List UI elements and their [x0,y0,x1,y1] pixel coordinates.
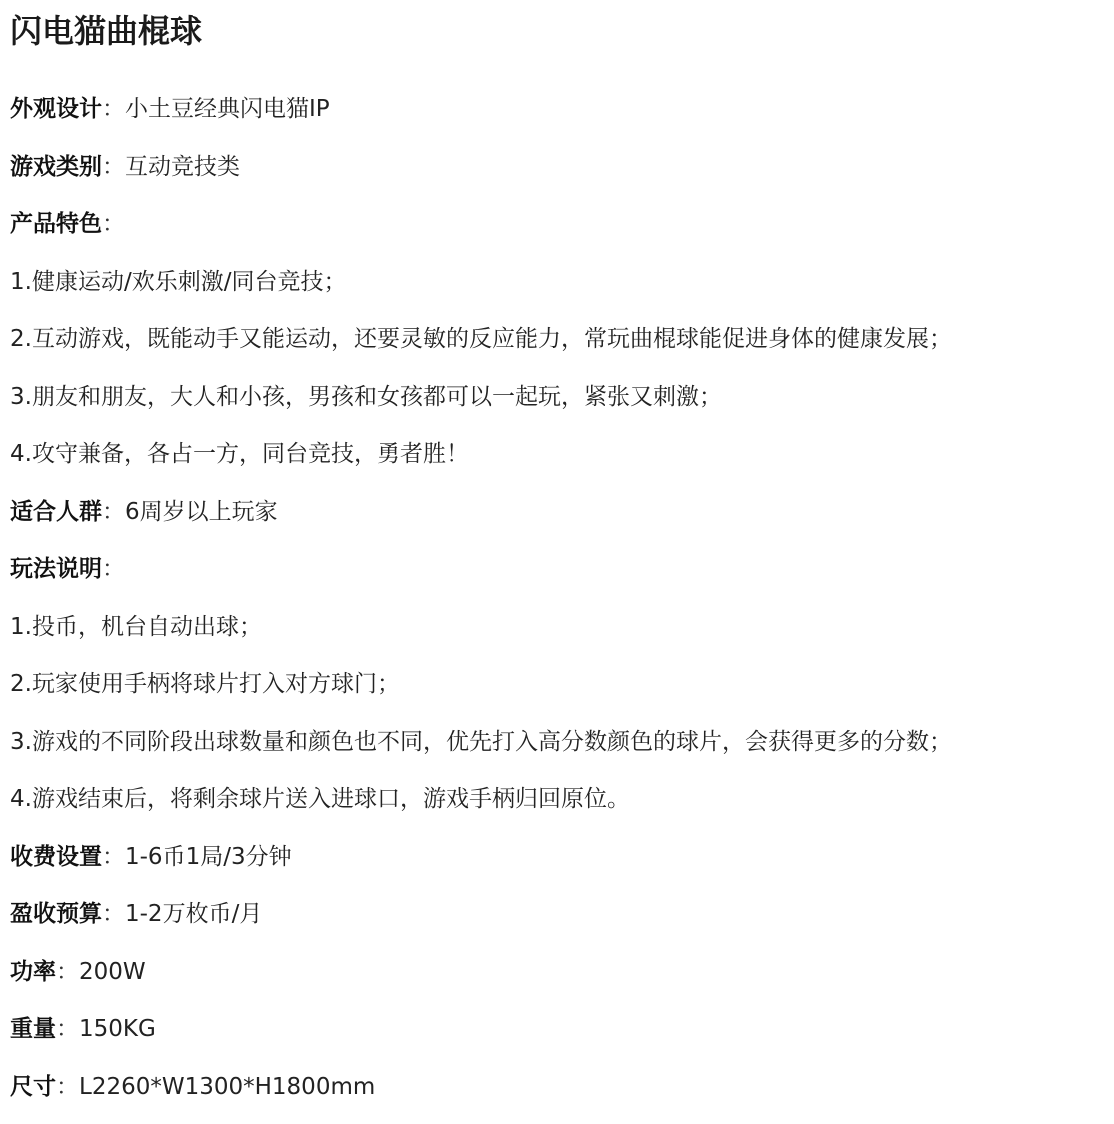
spec-value: 6周岁以上玩家 [125,499,278,525]
gameplay-item-4 [10,779,1100,837]
spec-audience [10,492,1100,550]
gameplay-text: 2.玩家使用手柄将球片打入对方球门； [10,671,400,697]
feature-text: 2.互动游戏，既能动手又能运动，还要灵敏的反应能力，常玩曲棍球能促进身体的健康发展； [10,326,952,352]
spec-separator: ： [56,1016,79,1042]
feature-item-1 [10,262,1100,320]
spec-gameplay-heading [10,549,1100,607]
spec-value: 1-2万枚币/月 [125,901,262,927]
spec-value: 互动竞技类 [125,154,240,180]
spec-value: 150KG [79,1016,156,1042]
spec-label: 游戏类别 [10,154,102,180]
spec-label: 功率 [10,959,56,985]
spec-label: 收费设置 [10,844,102,870]
spec-separator: ： [102,96,125,122]
spec-category [10,147,1100,205]
spec-label: 外观设计 [10,96,102,122]
feature-item-3 [10,377,1100,435]
spec-separator: ： [102,499,125,525]
spec-power [10,952,1100,1010]
spec-dimensions [10,1067,1100,1124]
spec-weight [10,1009,1100,1067]
spec-list [10,89,1100,1124]
feature-text: 3.朋友和朋友，大人和小孩，男孩和女孩都可以一起玩，紧张又刺激； [10,384,722,410]
spec-value: L2260*W1300*H1800mm [79,1074,375,1100]
gameplay-item-2 [10,664,1100,722]
feature-text: 1.健康运动/欢乐刺激/同台竞技； [10,269,346,295]
spec-separator: ： [102,844,125,870]
spec-pricing [10,837,1100,895]
gameplay-item-1 [10,607,1100,665]
gameplay-text: 1.投币，机台自动出球； [10,614,262,640]
spec-separator: ： [102,556,125,582]
gameplay-text: 4.游戏结束后，将剩余球片送入进球口，游戏手柄归回原位。 [10,786,630,812]
gameplay-text: 3.游戏的不同阶段出球数量和颜色也不同，优先打入高分数颜色的球片，会获得更多的分数； [10,729,952,755]
feature-text: 4.攻守兼备，各占一方，同台竞技，勇者胜！ [10,441,469,467]
spec-label: 玩法说明 [10,556,102,582]
spec-revenue [10,894,1100,952]
spec-label: 盈收预算 [10,901,102,927]
gameplay-item-3 [10,722,1100,780]
spec-value: 小土豆经典闪电猫IP [125,96,330,122]
spec-separator: ： [56,959,79,985]
spec-label: 尺寸 [10,1074,56,1100]
spec-value: 200W [79,959,146,985]
spec-label: 重量 [10,1016,56,1042]
feature-item-2 [10,319,1100,377]
spec-label: 适合人群 [10,499,102,525]
page-title: 闪电猫曲棍球 [10,9,202,53]
spec-separator: ： [56,1074,79,1100]
spec-appearance [10,89,1100,147]
spec-separator: ： [102,154,125,180]
spec-features-heading [10,204,1100,262]
spec-label: 产品特色 [10,211,102,237]
feature-item-4 [10,434,1100,492]
spec-separator: ： [102,211,125,237]
spec-separator: ： [102,901,125,927]
spec-value: 1-6币1局/3分钟 [125,844,292,870]
